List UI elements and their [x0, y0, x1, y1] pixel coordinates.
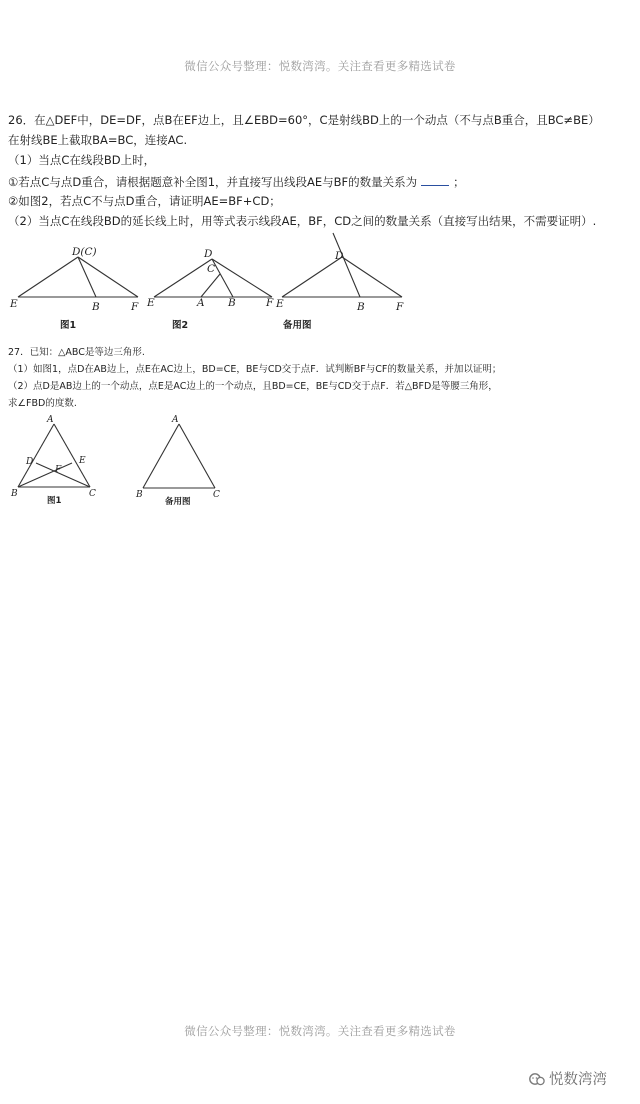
q27-fig1-caption: 图1 [47, 496, 62, 506]
fig1-label-mid: B [92, 301, 100, 313]
footer-watermark: 微信公众号整理：悦数湾湾。关注查看更多精选试卷 [184, 1024, 456, 1038]
fig2-label-b: B [228, 297, 236, 309]
fig2-label-a: A [197, 297, 205, 309]
q27-fig1-label-d: D [26, 457, 34, 467]
fig3-label-top: D [335, 250, 344, 262]
q27-fig2-label-c: C [213, 490, 220, 500]
q27-fig2-label-a: A [172, 415, 179, 425]
q26-line3: （1）当点C在线段BD上时， [8, 153, 156, 167]
brand-watermark [528, 1068, 628, 1090]
q27-fig1-label-a: A [47, 415, 54, 425]
q27-line2: （1）如图1，点D在AB边上，点E在AC边上，BD=CE，BE与CD交于点F．试判断BF与CF的数量关系，并加以证明； [8, 364, 502, 375]
q27-line3: （2）点D是AB边上的一个动点，点E是AC边上的一个动点，且BD=CE，BE与CD交于点F．若△BFD是等腰三角形， [8, 381, 498, 392]
fig2-label-top: D [204, 248, 213, 260]
fig2-label-right: F [266, 297, 274, 309]
q26-line4-text: ①若点C与点D重合，请根据题意补全图1，并直接写出线段AE与BF的数量关系为 [8, 175, 418, 189]
fig1-label-top: D(C) [72, 246, 97, 258]
q26-line6: （2）当点C在线段BD的延长线上时，用等式表示线段AE，BF，CD之间的数量关系（直接写出结果，不需要证明）. [8, 214, 597, 228]
header-watermark: 微信公众号整理：悦数湾湾。关注查看更多精选试卷 [184, 59, 456, 73]
q27-line4: 求∠FBD的度数. [8, 398, 77, 409]
q26-line1: 26．在△DEF中，DE=DF，点B在EF边上，且∠EBD=60°，C是射线BD上的一个动点（不与点B重合，且BC≠BE） [8, 113, 600, 127]
q27-figures [0, 0, 640, 520]
q27-line1: 27．已知：△ABC是等边三角形. [8, 347, 145, 358]
fig2-caption: 图2 [172, 320, 189, 331]
q27-fig1-label-f: F [55, 465, 62, 475]
q26-line5: ②如图2，若点C不与点D重合，请证明AE=BF+CD； [8, 194, 281, 208]
wechat-official-account-icon [528, 1072, 546, 1086]
fig1-label-right: F [131, 301, 139, 313]
fig2-label-left: E [147, 297, 155, 309]
q27-fig2-side-ac [179, 424, 215, 488]
q27-fig1-label-e: E [79, 456, 86, 466]
q27-fig1-label-c: C [89, 489, 96, 499]
fig1-label-left: E [10, 298, 18, 310]
q27-fig1-side-ab [18, 424, 54, 487]
q27-fig2-side-ab [143, 424, 179, 488]
q26-line2: 在射线BE上截取BA=BC，连接AC. [8, 133, 188, 147]
q27-fig2-caption: 备用图 [165, 497, 191, 507]
fig3-label-mid: B [357, 301, 365, 313]
q26-line4-end: ； [453, 175, 465, 189]
q27-fig1-label-b: B [11, 489, 18, 499]
brand-text: 悦数湾湾 [549, 1072, 607, 1088]
fig3-label-left: E [276, 298, 284, 310]
fig1-caption: 图1 [60, 320, 77, 331]
fig2-label-c: C [207, 263, 216, 275]
fig3-label-right: F [396, 301, 404, 313]
fig3-caption: 备用图 [283, 320, 312, 331]
q27-fig2-label-b: B [136, 490, 143, 500]
